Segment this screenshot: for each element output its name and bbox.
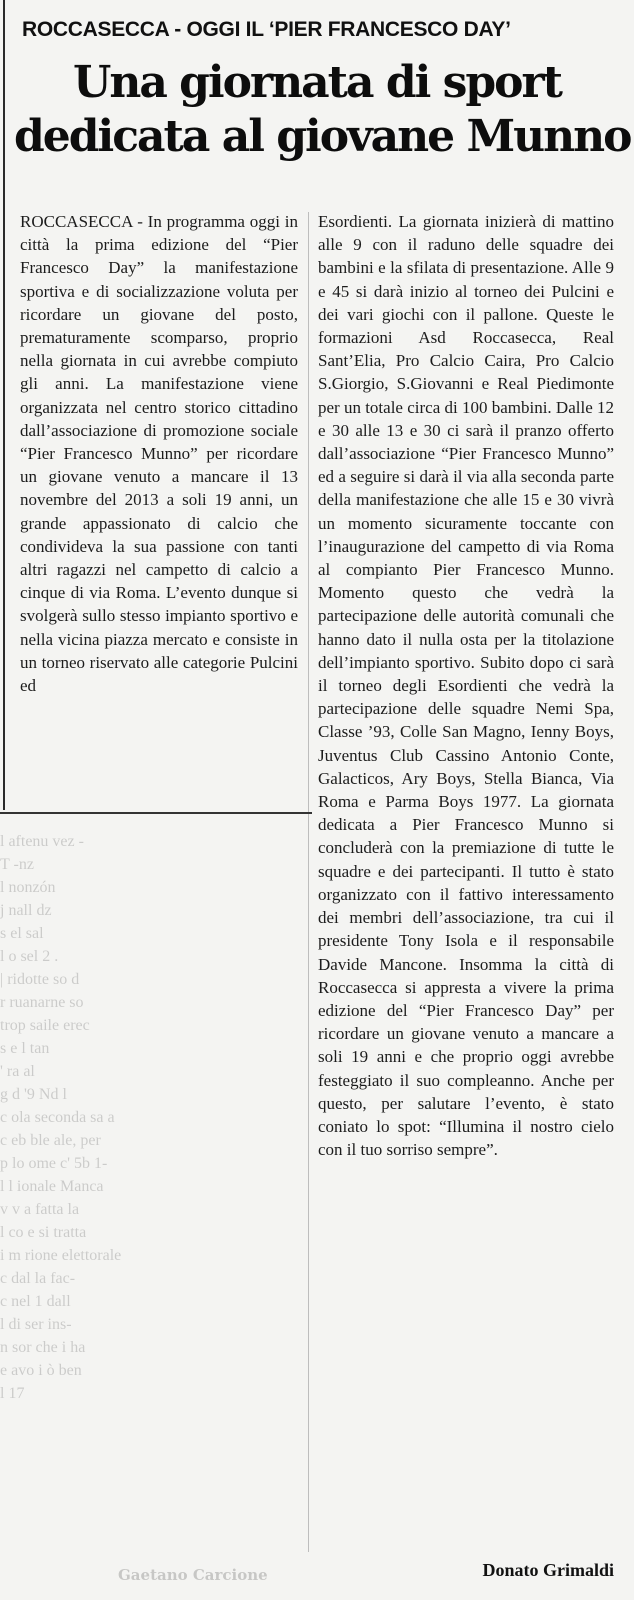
faded-adjacent-article: [0, 830, 305, 1570]
faded-article-byline: Gaetano Carcione: [118, 1566, 268, 1584]
left-column-rule: [3, 0, 5, 810]
faded-line: p lo ome c' 5b 1-: [0, 1155, 108, 1172]
faded-line: c ola seconda sa a: [0, 1109, 115, 1126]
faded-line: c nel 1 dall: [0, 1293, 71, 1310]
faded-line: g d '9 Nd l: [0, 1086, 67, 1103]
faded-line: l 17: [0, 1385, 25, 1402]
article-body-left-column: ROCCASECCA - In programma oggi in città la prima edizione del “Pier Francesco Day” la manifestazione sportiva e di socializzazione voluta per ricordare un giovane del posto, prematuramente scomparso, proprio nella giornata in cui avrebbe compiuto gli anni. La manifestazione viene organizzata nel centro storico cittadino dall’associazione di promozione sociale “Pier Francesco Munno” per ricordare un giovane venuto a mancare il 13 novembre del 2013 a soli 19 anni, un grande appassionato di calcio che condivideva la sua passione con tanti altri ragazzi nel campetto di calcio a cinque di via Roma. L’evento dunque si svolgerà sullo stesso impianto sportivo e nella vicina piazza mercato e consiste in un torneo riservato alle categorie Pulcini ed: [20, 212, 298, 696]
faded-line: ' ra al: [0, 1063, 35, 1080]
faded-line: s el sal: [0, 925, 44, 942]
article-headline: [14, 56, 631, 164]
faded-line: l di ser ins-: [0, 1316, 72, 1333]
faded-line: l nonzón: [0, 879, 56, 896]
article-byline: Donato Grimaldi: [482, 1560, 614, 1580]
faded-line: j nall dz: [0, 902, 52, 919]
faded-line: l co e si tratta: [0, 1224, 87, 1241]
faded-line: i m rione elettorale: [0, 1247, 122, 1264]
article-kicker: ROCCASECCA - OGGI IL ‘PIER FRANCESCO DAY’: [22, 18, 511, 41]
faded-line: r ruanarne so: [0, 994, 84, 1011]
faded-line: s e l tan: [0, 1040, 50, 1057]
faded-line: c eb ble ale, per: [0, 1132, 101, 1149]
faded-line: e avo i ò ben: [0, 1362, 82, 1379]
faded-line: l l ionale Manca: [0, 1178, 104, 1195]
article-body-right-column: Esordienti. La giornata inizierà di mattino alle 9 con il raduno delle squadre dei bambini e la sfilata di presentazione. Alle 9 e 45 si darà inizio al torneo dei Pulcini e dei vari giochi con il pallone. Queste le formazioni Asd Roccasecca, Real Sant’Elia, Pro Calcio Caira, Pro Calcio S.Giorgio, S.Giovanni e Real Piedimonte per un totale circa di 100 bambini. Dalle 12 e 30 alle 13 e 30 ci sarà il pranzo offerto dall’associazione “Pier Francesco Munno” ed a seguire si darà il via alla seconda parte della manifestazione che alle 15 e 30 vivrà un momento sicuramente toccante con l’inaugurazione del campetto di via Roma al compianto Pier Francesco Munno. Momento questo che vedrà la partecipazione delle autorità comunali che hanno dato il nulla osta per la titolazione dell’impianto sportivo. Subito dopo ci sarà il torneo degli Esordienti che vedrà la partecipazione delle squadre Nemi Spa, Classe ’93, Colle San Magno, Ienny Boys, Juventus Club Cassino Antonio Conte, Galacticos, Ary Boys, Stella Bianca, Via Roma e Parma Boys 1977. La giornata dedicata a Pier Francesco Munno si concluderà con la premiazione di tutte le squadre e dei partecipanti. Il tutto è stato organizzato con il fattivo interessamento dei membri dell’associazione, tra cui il presidente Tony Isola e il responsabile Davide Mancone. Insomma la città di Roccasecca si appresta a vivere la prima edizione del “Pier Francesco Day” per ricordare un giovane venuto a mancare a soli 19 anni e che proprio oggi avrebbe festeggiato il suo compleanno. Anche per questo, per salutare l’evento, è stato coniato lo spot: “Illumina il nostro cielo con il tuo sorriso sempre”.: [318, 212, 614, 1160]
column-divider: [308, 212, 309, 1552]
faded-line: c dal la fac-: [0, 1270, 76, 1287]
faded-line: trop saile erec: [0, 1017, 90, 1034]
faded-line: l aftenu vez -: [0, 833, 84, 850]
faded-line: T -nz: [0, 856, 34, 873]
faded-line: l o sel 2 .: [0, 948, 59, 965]
faded-line: | ridotte so d: [0, 971, 80, 988]
faded-line: n sor che i ha: [0, 1339, 86, 1356]
headline-line-1: Una giornata di sport: [72, 57, 562, 108]
headline-line-2: dedicata al giovane Munno: [14, 111, 631, 162]
faded-line: v v a fatta la: [0, 1201, 80, 1218]
section-divider-rule: [0, 812, 312, 814]
